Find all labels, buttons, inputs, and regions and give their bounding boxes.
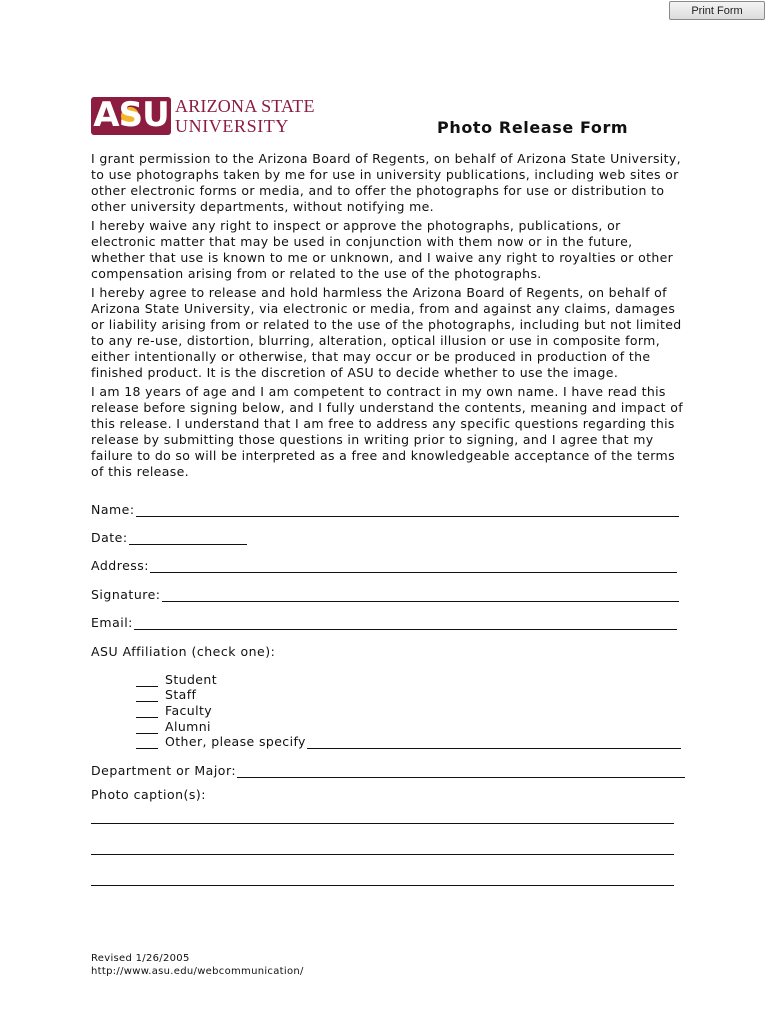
email-label: Email: [91,615,133,630]
option-faculty [136,702,681,718]
address-field [91,558,677,573]
caption-line-2[interactable] [91,854,674,855]
paragraph-permission: I grant permission to the Arizona Board of Regents, on behalf of Arizona State University, to use photographs taken by me for use in university publications, including web sites or other electronic forms or media, and to offer the photographs for use or distribution to other university departments, without notifying me. [91,151,681,214]
footer-url: http://www.asu.edu/webcommunication/ [91,966,304,977]
caption-label: Photo caption(s): [91,787,207,802]
wordmark-line1: ARIZONA STATE [175,96,315,116]
signature-input-line[interactable] [162,590,679,602]
option-staff [136,687,681,703]
check-blank-faculty[interactable] [136,706,158,718]
option-label: Other, please specify [165,734,306,750]
caption-line-1[interactable] [91,823,674,824]
email-field [91,615,677,630]
signature-field [91,587,679,602]
name-input-line[interactable] [136,505,679,517]
check-blank-other[interactable] [136,737,158,749]
date-label: Date: [91,530,128,545]
address-input-line[interactable] [150,561,677,573]
date-input-line[interactable] [129,533,247,545]
signature-label: Signature: [91,587,161,602]
asu-mark-letters: ASU [93,95,169,135]
option-other [136,734,681,750]
caption-line-3[interactable] [91,885,674,886]
footer [91,952,304,978]
name-field [91,502,679,517]
page-title: Photo Release Form [437,118,629,137]
check-blank-student[interactable] [136,675,158,687]
email-input-line[interactable] [134,618,677,630]
paragraph-competency: I am 18 years of age and I am competent to contract in my own name. I have read this release before signing below, and I fully understand the contents, meaning and impact of this release. I understand that I am free to address any specific questions regarding this release by submitting those questions in writing prior to signing, and I agree that my failure to do so will be interpreted as a free and knowledgeable acceptance of the terms of this release. [91,384,684,479]
wordmark-line2: UNIVERSITY [175,116,289,136]
asu-logo [91,95,315,137]
release-text [91,151,683,483]
revised-date: Revised 1/26/2005 [91,953,190,964]
address-label: Address: [91,558,149,573]
option-student [136,671,681,687]
department-label: Department or Major: [91,763,237,778]
department-input-line[interactable] [237,766,685,778]
department-field [91,763,685,778]
option-alumni [136,718,681,734]
paragraph-waiver: I hereby waive any right to inspect or approve the photographs, publications, or electronic matter that may be used in conjunction with them now or in the future, whether that use is known to me or unknown, and I waive any right to royalties or other compensation arising from or related to the use of the photographs. [91,218,674,281]
asu-mark [91,97,171,135]
option-label: Faculty [165,703,213,719]
paragraph-release: I hereby agree to release and hold harmless the Arizona Board of Regents, on behalf of Arizona State University, via electronic or media, from and against any claims, damages or liability arising from or related to the use of the photographs, including but not limited to any re-use, distortion, blurring, alteration, optical illusion or use in composite form, either intentionally or otherwise, that may occur or be produced in production of the finished product. It is the discretion of ASU to decide whether to use the image. [91,285,682,380]
print-form-button[interactable]: Print Form [669,1,765,20]
name-label: Name: [91,502,135,517]
asu-wordmark [175,97,315,135]
date-field [91,530,247,545]
option-label: Student [165,671,218,687]
check-blank-staff[interactable] [136,690,158,702]
check-blank-alumni[interactable] [136,722,158,734]
caption-field [91,787,206,802]
option-label: Alumni [165,718,211,734]
option-label: Staff [165,687,197,703]
affiliation-title: ASU Affiliation (check one): [91,644,276,659]
affiliation-options [136,671,681,749]
other-specify-input-line[interactable] [307,737,681,749]
